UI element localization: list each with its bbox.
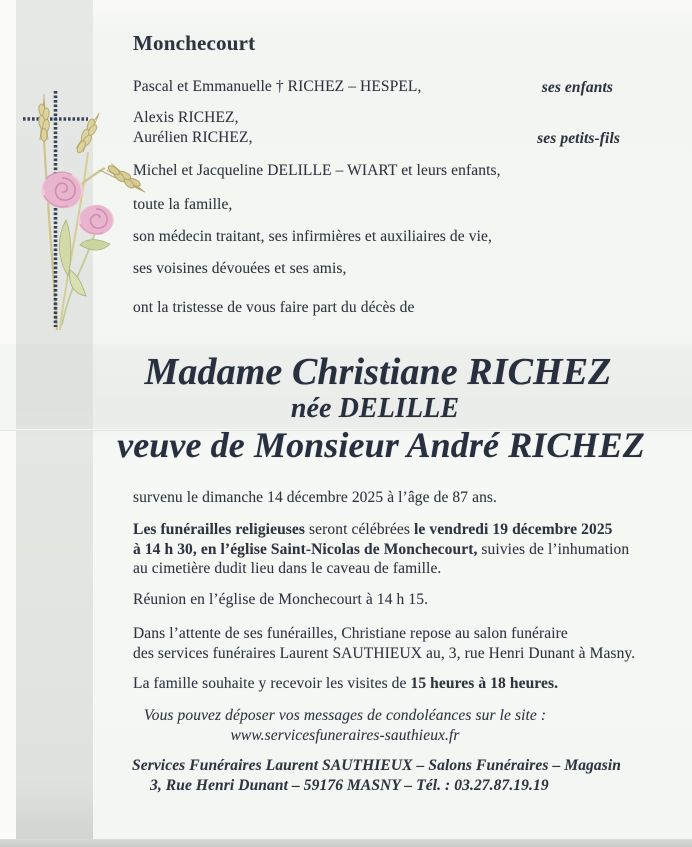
family-line-delille: Michel et Jacqueline DELILLE – WIART et leurs enfants,: [133, 162, 501, 179]
condolences-line: Vous pouvez déposer vos messages de condoléances sur le site :: [143, 707, 547, 724]
repose-paragraph: [133, 624, 635, 663]
family-line-grandson1: Alexis RICHEZ,: [133, 109, 239, 126]
family-line-medical: son médecin traitant, ses infirmières et auxiliaires de vie,: [133, 228, 492, 245]
family-line-children: Pascal et Emmanuelle † RICHEZ – HESPEL,: [133, 78, 422, 95]
funeral-l2-normal: suivies de l’inhumation: [477, 540, 630, 558]
family-line-grandson2: Aurélien RICHEZ,: [133, 129, 253, 146]
announcement-line: ont la tristesse de vous faire part du décès de: [133, 299, 415, 316]
funeral-paragraph: [133, 520, 629, 579]
funeral-l1-bold1: Les funérailles religieuses: [133, 521, 306, 538]
funeral-home-line-1: Services Funéraires Laurent SAUTHIEUX – Salons Funéraires – Magasin: [132, 757, 622, 774]
repose-line-2: des services funéraires Laurent SAUTHIEUX au, 3, rue Henri Dunant à Masny.: [133, 644, 636, 662]
funeral-l2-bold: à 14 h 30, en l’église Saint-Nicolas de Monchecourt,: [133, 540, 478, 558]
funeral-l1-normal: seront célébrées: [305, 521, 414, 538]
funeral-line-3: au cimetière dudit lieu dans le caveau de famille.: [133, 560, 442, 577]
funeral-home-line-2: 3, Rue Henri Dunant – 59176 MASNY – Tél. : 03.27.87.19.19: [150, 777, 549, 794]
visits-hours: 15 heures à 18 heures.: [410, 675, 559, 692]
funeral-line-1: [133, 520, 629, 540]
funeral-line-2: [133, 540, 629, 560]
visits-normal: La famille souhaite y recevoir les visites de: [133, 675, 411, 692]
repose-line-1: Dans l’attente de ses funérailles, Christiane repose au salon funéraire: [133, 625, 568, 642]
family-line-whole-family: toute la famille,: [133, 196, 233, 213]
deceased-maiden-name: née DELILLE: [290, 393, 460, 424]
deceased-name: Madame Christiane RICHEZ: [144, 351, 612, 393]
condolences-website: www.servicesfuneraires-sauthieux.fr: [230, 727, 460, 744]
death-date-line: survenu le dimanche 14 décembre 2025 à l’âge de 87 ans.: [133, 489, 498, 506]
relation-grandsons: ses petits-fils: [537, 130, 620, 147]
town-title: Monchecourt: [133, 31, 256, 55]
family-line-neighbours: ses voisines dévouées et ses amis,: [133, 260, 347, 277]
relation-children: ses enfants: [541, 79, 613, 96]
deceased-widow-line: veuve de Monsieur André RICHEZ: [117, 425, 645, 465]
page-bottom-edge: [0, 839, 692, 847]
visits-line: [133, 674, 558, 693]
funeral-l1-bold2: le vendredi 19 décembre 2025: [414, 521, 613, 538]
reunion-line: Réunion en l’église de Monchecourt à 14 h 15.: [133, 591, 429, 608]
